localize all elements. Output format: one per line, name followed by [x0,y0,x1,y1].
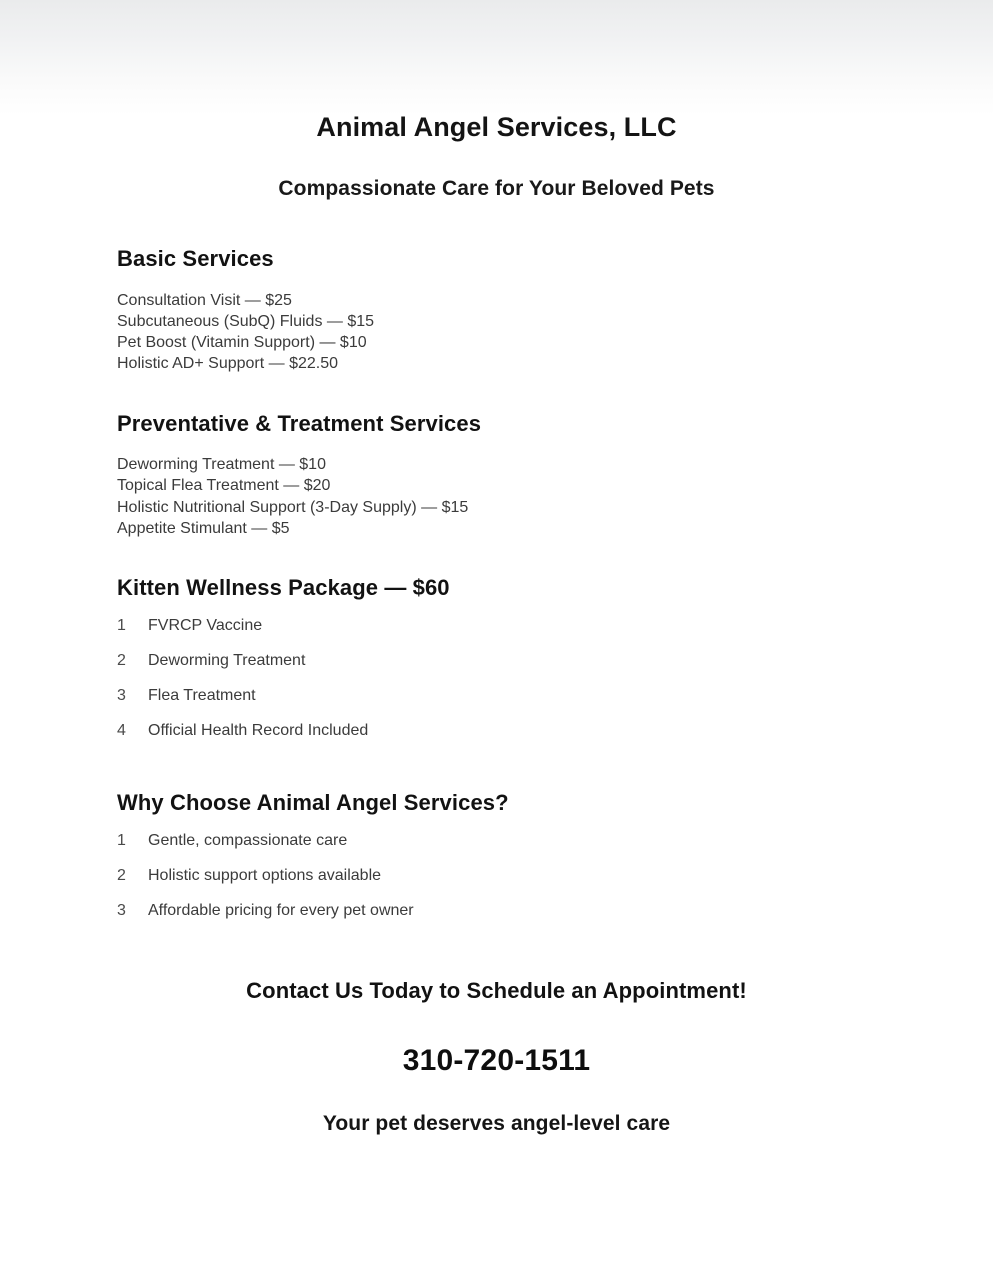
list-item: Consultation Visit — $25 [117,291,292,309]
section-kitten-wellness-package [117,575,933,740]
list-item [117,721,933,740]
section-why-choose [117,790,933,920]
contact-call-to-action: Contact Us Today to Schedule an Appointment! [246,978,747,1004]
kitten-package-list [117,616,933,741]
list-item-label: Official Health Record Included [148,722,369,740]
basic-services-list [117,290,933,375]
list-item [117,831,933,850]
list-item [117,686,933,705]
section-heading-preventative-services: Preventative & Treatment Services [117,410,482,436]
list-item-number: 2 [117,867,126,885]
list-item: Deworming Treatment — $10 [117,456,326,474]
list-item-number: 3 [117,902,126,920]
list-item-label: Flea Treatment [148,687,256,705]
list-item: Appetite Stimulant — $5 [117,520,290,538]
list-item: Pet Boost (Vitamin Support) — $10 [117,334,367,352]
list-item-number: 4 [117,722,126,740]
list-item-number: 2 [117,651,126,669]
list-item-number: 1 [117,831,126,849]
page-subtitle: Compassionate Care for Your Beloved Pets [278,177,715,201]
contact-section [0,978,993,1136]
section-basic-services [117,246,933,375]
section-heading-basic-services: Basic Services [117,246,274,272]
list-item-label: Affordable pricing for every pet owner [148,902,414,920]
list-item-number: 1 [117,616,126,634]
list-item-number: 3 [117,687,126,705]
list-item-label: FVRCP Vaccine [148,616,263,634]
list-item [117,651,933,670]
list-item [117,616,933,635]
preventative-services-list [117,454,933,539]
list-item-label: Holistic support options available [148,867,382,885]
section-heading-kitten-wellness-package: Kitten Wellness Package — $60 [117,575,450,601]
list-item: Topical Flea Treatment — $20 [117,477,331,495]
list-item-label: Deworming Treatment [148,651,306,669]
why-choose-list [117,831,933,921]
list-item: Holistic AD+ Support — $22.50 [117,355,339,373]
contact-tagline: Your pet deserves angel-level care [322,1111,671,1135]
list-item [117,901,933,920]
list-item-label: Gentle, compassionate care [148,831,348,849]
list-item [117,866,933,885]
section-preventative-services [117,411,933,540]
page-title: Animal Angel Services, LLC [316,112,677,142]
contact-phone-number[interactable]: 310-720-1511 [402,1043,591,1077]
section-heading-why-choose: Why Choose Animal Angel Services? [117,790,509,816]
list-item: Holistic Nutritional Support (3-Day Supply) — $15 [117,498,469,516]
list-item: Subcutaneous (SubQ) Fluids — $15 [117,312,375,330]
